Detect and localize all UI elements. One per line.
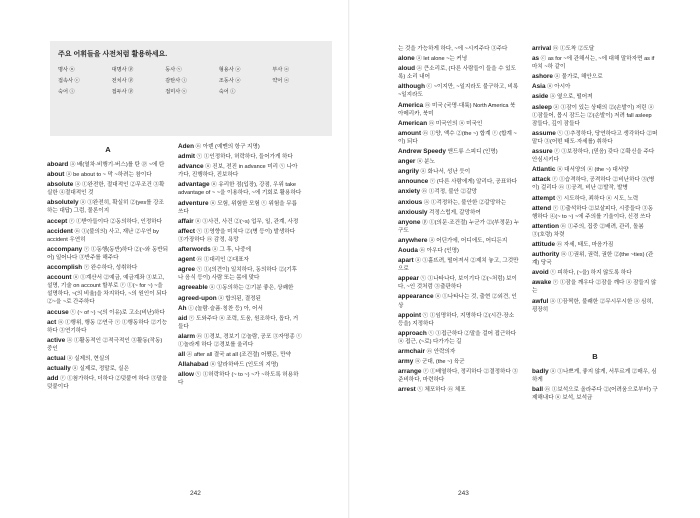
dictionary-entry	[178, 218, 302, 226]
entry-definition: ⓐ be about to ~ 막 ~하려는 참이다	[65, 172, 152, 179]
legend-item: 접미사 ⓢ	[165, 89, 187, 95]
entry-headword: army	[398, 358, 414, 366]
entry-headword: Aouda	[398, 246, 418, 254]
dictionary-entry	[178, 153, 302, 161]
entry-column-4	[532, 45, 658, 316]
entry-headword: apart	[398, 257, 414, 265]
dictionary-entry	[398, 257, 520, 273]
entry-headword: act	[47, 318, 57, 326]
entry-headword: Allahabad	[178, 361, 209, 369]
dictionary-entry	[398, 158, 520, 166]
dictionary-entry	[398, 275, 520, 291]
entry-headword: Ah	[178, 304, 187, 312]
entry-definition: ⓐ ①활동적인 ②적극적인 ③활동(작동) 중인	[47, 337, 163, 352]
entry-headword: Atlantic	[532, 166, 556, 174]
dictionary-entry	[398, 293, 520, 309]
entry-headword: anxiety	[398, 188, 421, 196]
entry-definition: ⓝ 유리한 점(입장), 강점, 우위 take advantage of ~ ~을 이용하다, ~에 기회로 활용하다	[178, 182, 302, 197]
dictionary-entry	[398, 368, 520, 384]
dictionary-entry	[47, 337, 169, 353]
dictionary-entry	[398, 55, 520, 63]
entry-definition: ⓐ ①흩뜨려, 떨어져서 ②제치 놓고, 그것만으로	[398, 258, 519, 273]
dictionary-entry	[47, 161, 169, 169]
entry-headword: arrange	[398, 368, 422, 376]
entry-definition: ⓝ 알라하바드 (인도의 지명)	[210, 362, 279, 369]
entry-headword: alone	[398, 55, 415, 63]
dictionary-entry	[532, 104, 658, 128]
entry-definition: ⓐ 배(열차·비행기·버스)를 탄 ⓟ ~에 탄	[69, 162, 165, 168]
dictionary-entry	[532, 195, 658, 203]
entry-definition: ⓥ ①잠을 깨우다 ②잠을 깨다 ⓐ 잠들지 않는	[532, 280, 657, 295]
legend-item: 접속사 ⓒ	[58, 78, 80, 84]
entry-definition: ⓥ 도와주다 ⓝ 조력, 도움, 원조하다, 돕다, 거들다	[178, 315, 299, 330]
entry-definition: ⓝ ①나타나는 것, 출현 ②외견, 인상	[398, 294, 517, 309]
dictionary-entry	[532, 166, 658, 174]
entry-definition: ⓝ ①행위, 행동 ②연극 ⓥ ①행동하다 ②기능하다 ③연기하다	[47, 319, 168, 334]
legend-item: 대명사 ⓟ	[111, 67, 134, 73]
entry-headword: assume	[532, 129, 556, 137]
entry-column-2	[178, 143, 302, 389]
entry-headword: agent	[178, 256, 196, 264]
entry-headword: announce	[398, 178, 429, 186]
dictionary-entry	[398, 312, 520, 328]
entry-headword: authority	[532, 251, 560, 259]
dictionary-entry	[47, 274, 169, 306]
legend-item: 조동사 ⓐ	[218, 78, 241, 84]
entry-definition: ⓝ 아우다 (인명)	[419, 247, 459, 254]
entry-definition: ⓐ let alone ~는 커녕	[416, 56, 468, 63]
entry-column-4-b	[532, 350, 658, 404]
page-number-right: 243	[458, 490, 469, 497]
dictionary-entry	[47, 228, 169, 244]
entry-headword: avoid	[532, 269, 549, 277]
entry-headword: Andrew Speedy	[398, 148, 446, 156]
entry-definition: ⓐ ①완전한, 절대적인 ②무조건 ③확실한 ④절대적인 것	[47, 182, 165, 197]
entry-headword: aid	[178, 314, 188, 322]
entry-headword: account	[47, 274, 72, 282]
entry-definition: ⓥ ①추정하다, 당연하다고 생각하다 ②떠맡다 ③(어떤 태도·자세를) 취하다	[532, 130, 658, 145]
entry-headword: appearance	[398, 293, 434, 301]
dictionary-entry	[532, 241, 658, 249]
entry-headword: anywhere	[398, 236, 428, 244]
entry-definition: 앤드류 스피디 (인명)	[447, 149, 498, 156]
dictionary-entry	[398, 45, 520, 53]
entry-headword: about	[47, 171, 65, 179]
entry-definition: ⓐ ①걱정하는, 불안한 ②갈망하는	[423, 199, 507, 206]
section-heading-b: B	[592, 352, 598, 361]
entry-headword: anger	[398, 158, 416, 166]
entry-definition: ⓐ ①나쁘게, 좋지 않게, 서투르게 ②매우, 심하게	[532, 369, 657, 384]
dictionary-entry	[178, 284, 302, 292]
dictionary-entry	[178, 351, 302, 359]
dictionary-entry	[398, 148, 520, 156]
entry-headword: arrest	[398, 386, 416, 394]
dictionary-entry	[178, 315, 302, 331]
entry-column-3	[398, 45, 520, 396]
dictionary-entry	[178, 266, 302, 282]
entry-definition: ⓝ ①권위, 권력, 권한 ②(the ~ties) (관계) 당국	[532, 252, 654, 267]
entry-headword: angrily	[398, 168, 419, 176]
dictionary-entry	[47, 171, 169, 179]
dictionary-entry	[398, 237, 520, 245]
entry-headword: approach	[398, 329, 427, 337]
entry-definition: ⓐ 옆으로, 떨어져	[549, 94, 593, 101]
entry-headword: attend	[532, 204, 552, 212]
dictionary-entry	[398, 83, 520, 99]
entry-definition: ⓐ after all 결국 at all (조건절) 어쨌든, 만약	[186, 352, 292, 359]
entry-definition: ⓒ ~이지만, ~일지라도 불구하고, 비록 ~일지라도	[398, 84, 519, 99]
entry-headword: badly	[532, 368, 549, 375]
entry-headword: agreed-upon	[178, 294, 217, 302]
entry-headword: attention	[532, 222, 559, 230]
entry-definition: ⓟ ①(의문·조건절) 누군가 ②(부정문) 누구도	[398, 219, 520, 234]
legend-grid	[58, 67, 326, 96]
legend-item: 약어 ⓐ	[272, 78, 290, 84]
entry-definition: ⓝ ①대리인 ②대표자	[196, 257, 249, 264]
entry-headword: aloud	[398, 65, 416, 73]
dictionary-entry	[47, 181, 169, 197]
entry-definition: ⓐ 합의된, 결정된	[218, 295, 261, 302]
dictionary-entry	[47, 246, 169, 262]
dictionary-entry	[398, 130, 520, 146]
dictionary-entry	[47, 365, 169, 373]
entry-headword: America	[398, 101, 424, 109]
dictionary-entry	[398, 168, 520, 176]
page-number-left: 242	[190, 490, 201, 497]
dictionary-entry	[47, 309, 169, 317]
entry-headword: alarm	[178, 332, 196, 340]
right-page	[350, 0, 700, 518]
entry-definition: ⓝ 진보, 전진 in advance 미리 ⓥ 나아가다, 진행하다, 진보하다	[178, 164, 298, 179]
entry-headword: awful	[532, 297, 549, 305]
entry-definition: ⓐ 실제로, 정말로, 실은	[72, 366, 129, 373]
legend-item: 숙어 ⓘ	[58, 89, 75, 95]
entry-definition: ⓝ ①(불의의) 사고, 재난 ②우연 by accident 우연히	[47, 228, 159, 243]
entry-headword: attempt	[532, 194, 556, 202]
entry-definition: ⓝ 안락의자	[426, 349, 456, 355]
dictionary-entry	[532, 148, 658, 164]
dictionary-entry	[398, 219, 520, 235]
entry-headword: active	[47, 336, 66, 344]
dictionary-entry	[47, 199, 169, 215]
entry-definition: ⓝ 미국 (국명·대륙) North America 북아메리카, 북미	[398, 102, 516, 117]
entry-headword: accompany	[47, 245, 83, 253]
entry-definition: ⓝ 미국인의 ⓝ 미국인	[428, 120, 483, 127]
legend-item: 동사 ⓥ	[165, 67, 182, 73]
entry-definition: ⓝ ①걱정, 불안 ②갈망	[421, 189, 478, 196]
entry-headword: adventure	[178, 199, 209, 207]
dictionary-entry	[398, 199, 520, 207]
dictionary-entry	[47, 375, 169, 391]
dictionary-entry	[398, 358, 520, 366]
entry-definition: ⓥ ①보장하다, (믿음) 갖다 ②확신을 주다 안심시키다	[532, 149, 655, 164]
entry-definition: ⓝ ①도착 ②도달	[552, 46, 595, 52]
entry-headword: actual	[47, 354, 66, 362]
entry-definition: ⓝ 대서양의 ⓝ (the ~) 대서양	[557, 167, 629, 174]
entry-headword: appear	[398, 275, 419, 283]
entry-headword: aboard	[47, 161, 69, 168]
legend-item: 부사 ⓐ	[272, 67, 290, 73]
dictionary-entry	[47, 264, 169, 272]
entry-headword: attitude	[532, 240, 556, 248]
entry-definition: ⓥ 완수하다, 성취하다	[83, 265, 138, 272]
entry-headword: accuse	[47, 308, 69, 316]
entry-headword: Aden	[178, 143, 194, 150]
entry-headword: amount	[398, 129, 422, 137]
entry-headword: agree	[178, 266, 196, 274]
dictionary-entry	[532, 93, 658, 101]
legend-title: 주요 어휘들을 사전처럼 활용하세요.	[58, 51, 168, 58]
section-heading-a: A	[105, 145, 111, 154]
dictionary-entry	[532, 386, 658, 402]
dictionary-entry	[398, 348, 520, 356]
dictionary-entry	[47, 355, 169, 363]
entry-headword: ball	[532, 386, 544, 394]
dictionary-entry	[398, 330, 520, 346]
entry-definition: ⓝ 모험, 위험한 모험 ⓥ 위험을 무릅쓰다	[178, 200, 298, 215]
entry-definition: ⓥ (다른 사람에게) 알리다, 공표하다	[429, 179, 518, 186]
entry-headword: accomplish	[47, 264, 83, 272]
legend-item: 형용사 ⓐ	[218, 67, 241, 73]
entry-definition: ⓥ ①접근하다 ②말을 걸어 접근하다 ⓝ 접근, (~로) 다가가는 길	[398, 330, 517, 345]
entry-definition: 걱정스럽게, 갈망하여	[429, 209, 481, 216]
entry-definition: ⓥ ①허락하다 (~ to ~) ~가 ~하도록 허용하다	[178, 372, 299, 387]
dictionary-entry	[532, 298, 658, 314]
dictionary-entry	[532, 368, 658, 384]
entry-headword: awake	[532, 279, 552, 287]
dictionary-entry	[178, 246, 302, 254]
entry-headword: arrival	[532, 45, 552, 52]
entry-headword: agreeable	[178, 284, 208, 292]
dictionary-entry	[47, 319, 169, 335]
entry-definition: ⓥ ①동행(동반)하다 ②(~와 동반되어) 일어나다 ③반주를 해주다	[47, 246, 169, 261]
entry-definition: ⓥ 시도하다, 꾀하다 ⓝ 시도, 노력	[556, 195, 639, 202]
dictionary-entry	[532, 205, 658, 221]
entry-definition: ⓥ ①습격하다, 공격하다 ②비난하다 ③(병이) 걸리다 ⓝ ①공격, 비난 ②발작, 발병	[532, 177, 655, 192]
dictionary-entry	[532, 279, 658, 295]
entry-definition: ⓝ ①주의, 집중 ②배려, 관리, 돌봄 ③(호령) 차렷	[532, 223, 644, 238]
entry-headword: advance	[178, 163, 204, 171]
dictionary-entry	[532, 130, 658, 146]
entry-definition: ⓐ 물가로, 해안으로	[554, 74, 603, 81]
entry-definition: ⓐ ①끔찍한, 불쾌한 ②무시무시한 ⓐ 심히, 굉장히	[532, 298, 654, 313]
entry-definition: ⓐ 실제의, 현실의	[67, 355, 110, 362]
entry-headword: ashore	[532, 73, 553, 81]
entry-headword: absolutely	[47, 199, 79, 207]
legend-item: 숙어 ⓘ	[218, 89, 236, 95]
dictionary-entry	[178, 256, 302, 264]
entry-headword: afterwords	[178, 246, 211, 254]
dictionary-entry	[178, 305, 302, 313]
entry-headword: as	[532, 55, 540, 63]
dictionary-entry	[178, 295, 302, 303]
entry-headword: anxious	[398, 198, 423, 206]
entry-definition: ⓒ as for ~에 관해서는, ~에 대해 말하자면 as if 마치 ~하 같이	[532, 56, 655, 71]
entry-definition: ⓝ 아시아	[547, 84, 571, 91]
entry-definition: ⓝ 자세, 태도, 마음가짐	[556, 241, 614, 248]
entry-definition: ⓥ ①나타나다, 보이기다 ②(~처럼) 보이다, ~인 것처럼 ③출판하다	[398, 276, 517, 291]
entry-headword: asleep	[532, 103, 552, 111]
entry-headword: add	[47, 375, 59, 383]
entry-definition: ⓐ 큰소리로, (다른 사람들이 들을 수 있도록) 소리 내어	[398, 66, 516, 81]
legend-item: 감탄사 ⓘ	[165, 78, 187, 84]
entry-headword: affair	[178, 217, 194, 225]
dictionary-entry	[178, 200, 302, 216]
entry-definition: ⓥ 피하다, (~을) 하지 않도록 하다	[550, 270, 632, 277]
entry-definition: ⓐ ①완전히, 확실히 ②(yes를 강조하는 대답) 그럼, 물론이지	[47, 200, 164, 215]
dictionary-entry	[398, 247, 520, 255]
legend-item: 접두사 ⓟ	[111, 89, 134, 95]
dictionary-entry	[532, 45, 658, 53]
entry-definition: ⓐ 그 후, 나중에	[212, 247, 252, 254]
dictionary-entry	[398, 65, 520, 81]
dictionary-entry	[178, 163, 302, 179]
dictionary-entry	[532, 251, 658, 267]
dictionary-entry	[398, 188, 520, 196]
dictionary-entry	[398, 102, 520, 118]
dictionary-entry	[532, 55, 658, 71]
dictionary-entry	[398, 209, 520, 217]
entry-definition: ⓝ ①보석으로 올라주다 ②(어려움으로부터) 구제해내다 ⓝ 보석, 보석금	[532, 387, 658, 402]
dictionary-entry	[178, 143, 302, 151]
entry-headword: advantage	[178, 181, 210, 189]
dictionary-entry	[178, 228, 302, 244]
entry-column-1	[47, 143, 169, 393]
entry-definition: ⓥ ①첨가하다, 더하다 ②덧붙여 하다 ③말을 덧붙이다	[47, 376, 168, 391]
dictionary-entry	[532, 73, 658, 81]
entry-definition: ⓐ ①잠이 있는 상태의 ②(손발이) 저린 ⓐ ①잠들어, 몹시 잠드는 ②(손발이) 저려 fall asleep 잠들다, 깊이 잠들다	[532, 104, 654, 127]
entry-headword: affect	[178, 227, 196, 235]
entry-headword: armchair	[398, 348, 425, 355]
entry-definition: ⓥ ①영향을 미치다 ②(병 등이) 발생하다 ③가장하다 ⓝ 감정, 욕망	[178, 228, 296, 243]
entry-definition: ⓝ 분노	[416, 159, 435, 166]
legend-box	[50, 41, 332, 136]
entry-headword: assure	[532, 148, 553, 156]
entry-definition: ⓝ ①사건, 사건 ②(~s) 업무, 일, 관계, 사정	[195, 218, 299, 225]
dictionary-entry	[178, 333, 302, 349]
entry-headword: accept	[47, 217, 68, 225]
entry-headword: allow	[178, 371, 194, 379]
entry-headword: admit	[178, 153, 196, 161]
dictionary-entry	[532, 269, 658, 277]
entry-headword: although	[398, 83, 425, 91]
entry-headword: Asia	[532, 83, 546, 91]
entry-definition: ⓝ 군대, (the ~) 육군	[414, 359, 465, 366]
legend-item: 명사 ⓝ	[58, 67, 75, 73]
entry-headword: all	[178, 351, 186, 359]
dictionary-entry	[398, 120, 520, 128]
entry-definition: ⓥ ①출석하다 ②보살피다, 시중들다 ③동행하다 ④(~ to ~) ~에 주의를 기울이다, 신경 쓰다	[532, 205, 654, 220]
entry-definition: ⓥ (~ of ~) ~(의 이유)로 고소(비난)하다	[70, 309, 165, 316]
entry-headword: anxiously	[398, 208, 428, 216]
entry-headword: anyone	[398, 218, 421, 226]
legend-item: 전치사 ⓟ	[111, 78, 134, 84]
entry-headword: accident	[47, 227, 73, 235]
dictionary-entry	[178, 361, 302, 369]
entry-definition: ⓝ ①경보, 경보기 ②놀람, 공포 ③자명종 ⓥ ①놀라게 하다 ②경보를 울리다	[178, 333, 302, 348]
dictionary-entry	[178, 371, 302, 387]
entry-headword: actually	[47, 365, 71, 373]
entry-headword: American	[398, 119, 428, 127]
entry-definition: ⓝ ①양, 액수 ②(the ~) 합계 ⓥ (합계 ~이) 되다	[398, 130, 517, 145]
entry-definition: ⓥ ①임명하다, 지명하다 ②(시간·장소 등을) 지정하다	[398, 312, 515, 327]
entry-definition: ⓝ 아덴 (예멘의 항구 지명)	[195, 144, 260, 150]
entry-definition: ⓥ 체포하다 ⓝ 체포	[417, 387, 466, 394]
entry-definition: ⓥ ①인정하다, 허락하다, 들어가게 하다	[196, 154, 293, 161]
entry-headword: attack	[532, 176, 551, 184]
entry-headword: absolute	[47, 181, 74, 189]
dictionary-entry	[398, 178, 520, 186]
dictionary-entry	[398, 386, 520, 394]
dictionary-entry	[532, 176, 658, 192]
entry-headword: appoint	[398, 311, 422, 319]
entry-definition: ⓥ ①(의견이) 일치하다, 동의하다 ②(기후나 음식 등이) 사람 또는 몸에 맞다	[178, 267, 298, 282]
dictionary-entry	[532, 223, 658, 239]
entry-definition: ⓐ 화나서, 성난 듯이	[420, 169, 471, 176]
entry-definition: ⓐ ①동의하는 ②기분 좋은, 상쾌한	[209, 285, 294, 292]
dictionary-entry	[178, 181, 302, 197]
entry-definition: 는 것을 가능하게 하다, ~에 ~시켜주다 ③주다	[398, 46, 508, 52]
entry-definition: ⓝ ①계산서 ②예금, 예금계좌 ③보고, 설명, 기술 on account 할부로 ⓥ ①(~ for ~) ~을 설명하다, ~(의 비율)을 차지하다, ~의 원인이 되다 ②~을 ~로 간주하다	[47, 275, 167, 306]
dictionary-entry	[532, 83, 658, 91]
entry-definition: ⓐ 어딘가에, 어디에도, 어디든지	[429, 237, 508, 244]
entry-definition: ⓥ ①배열하다, 정리하다 ②결정하다 ③준비하다, 마련하다	[398, 369, 519, 384]
entry-definition: ⓥ ①받아들이다 ②동의하다, 인정하다	[68, 218, 163, 225]
entry-definition: ⓘ (놀람·슬픔·칭찬 등) 아, 어서	[188, 305, 263, 312]
dictionary-entry	[47, 218, 169, 226]
entry-headword: aside	[532, 93, 549, 101]
